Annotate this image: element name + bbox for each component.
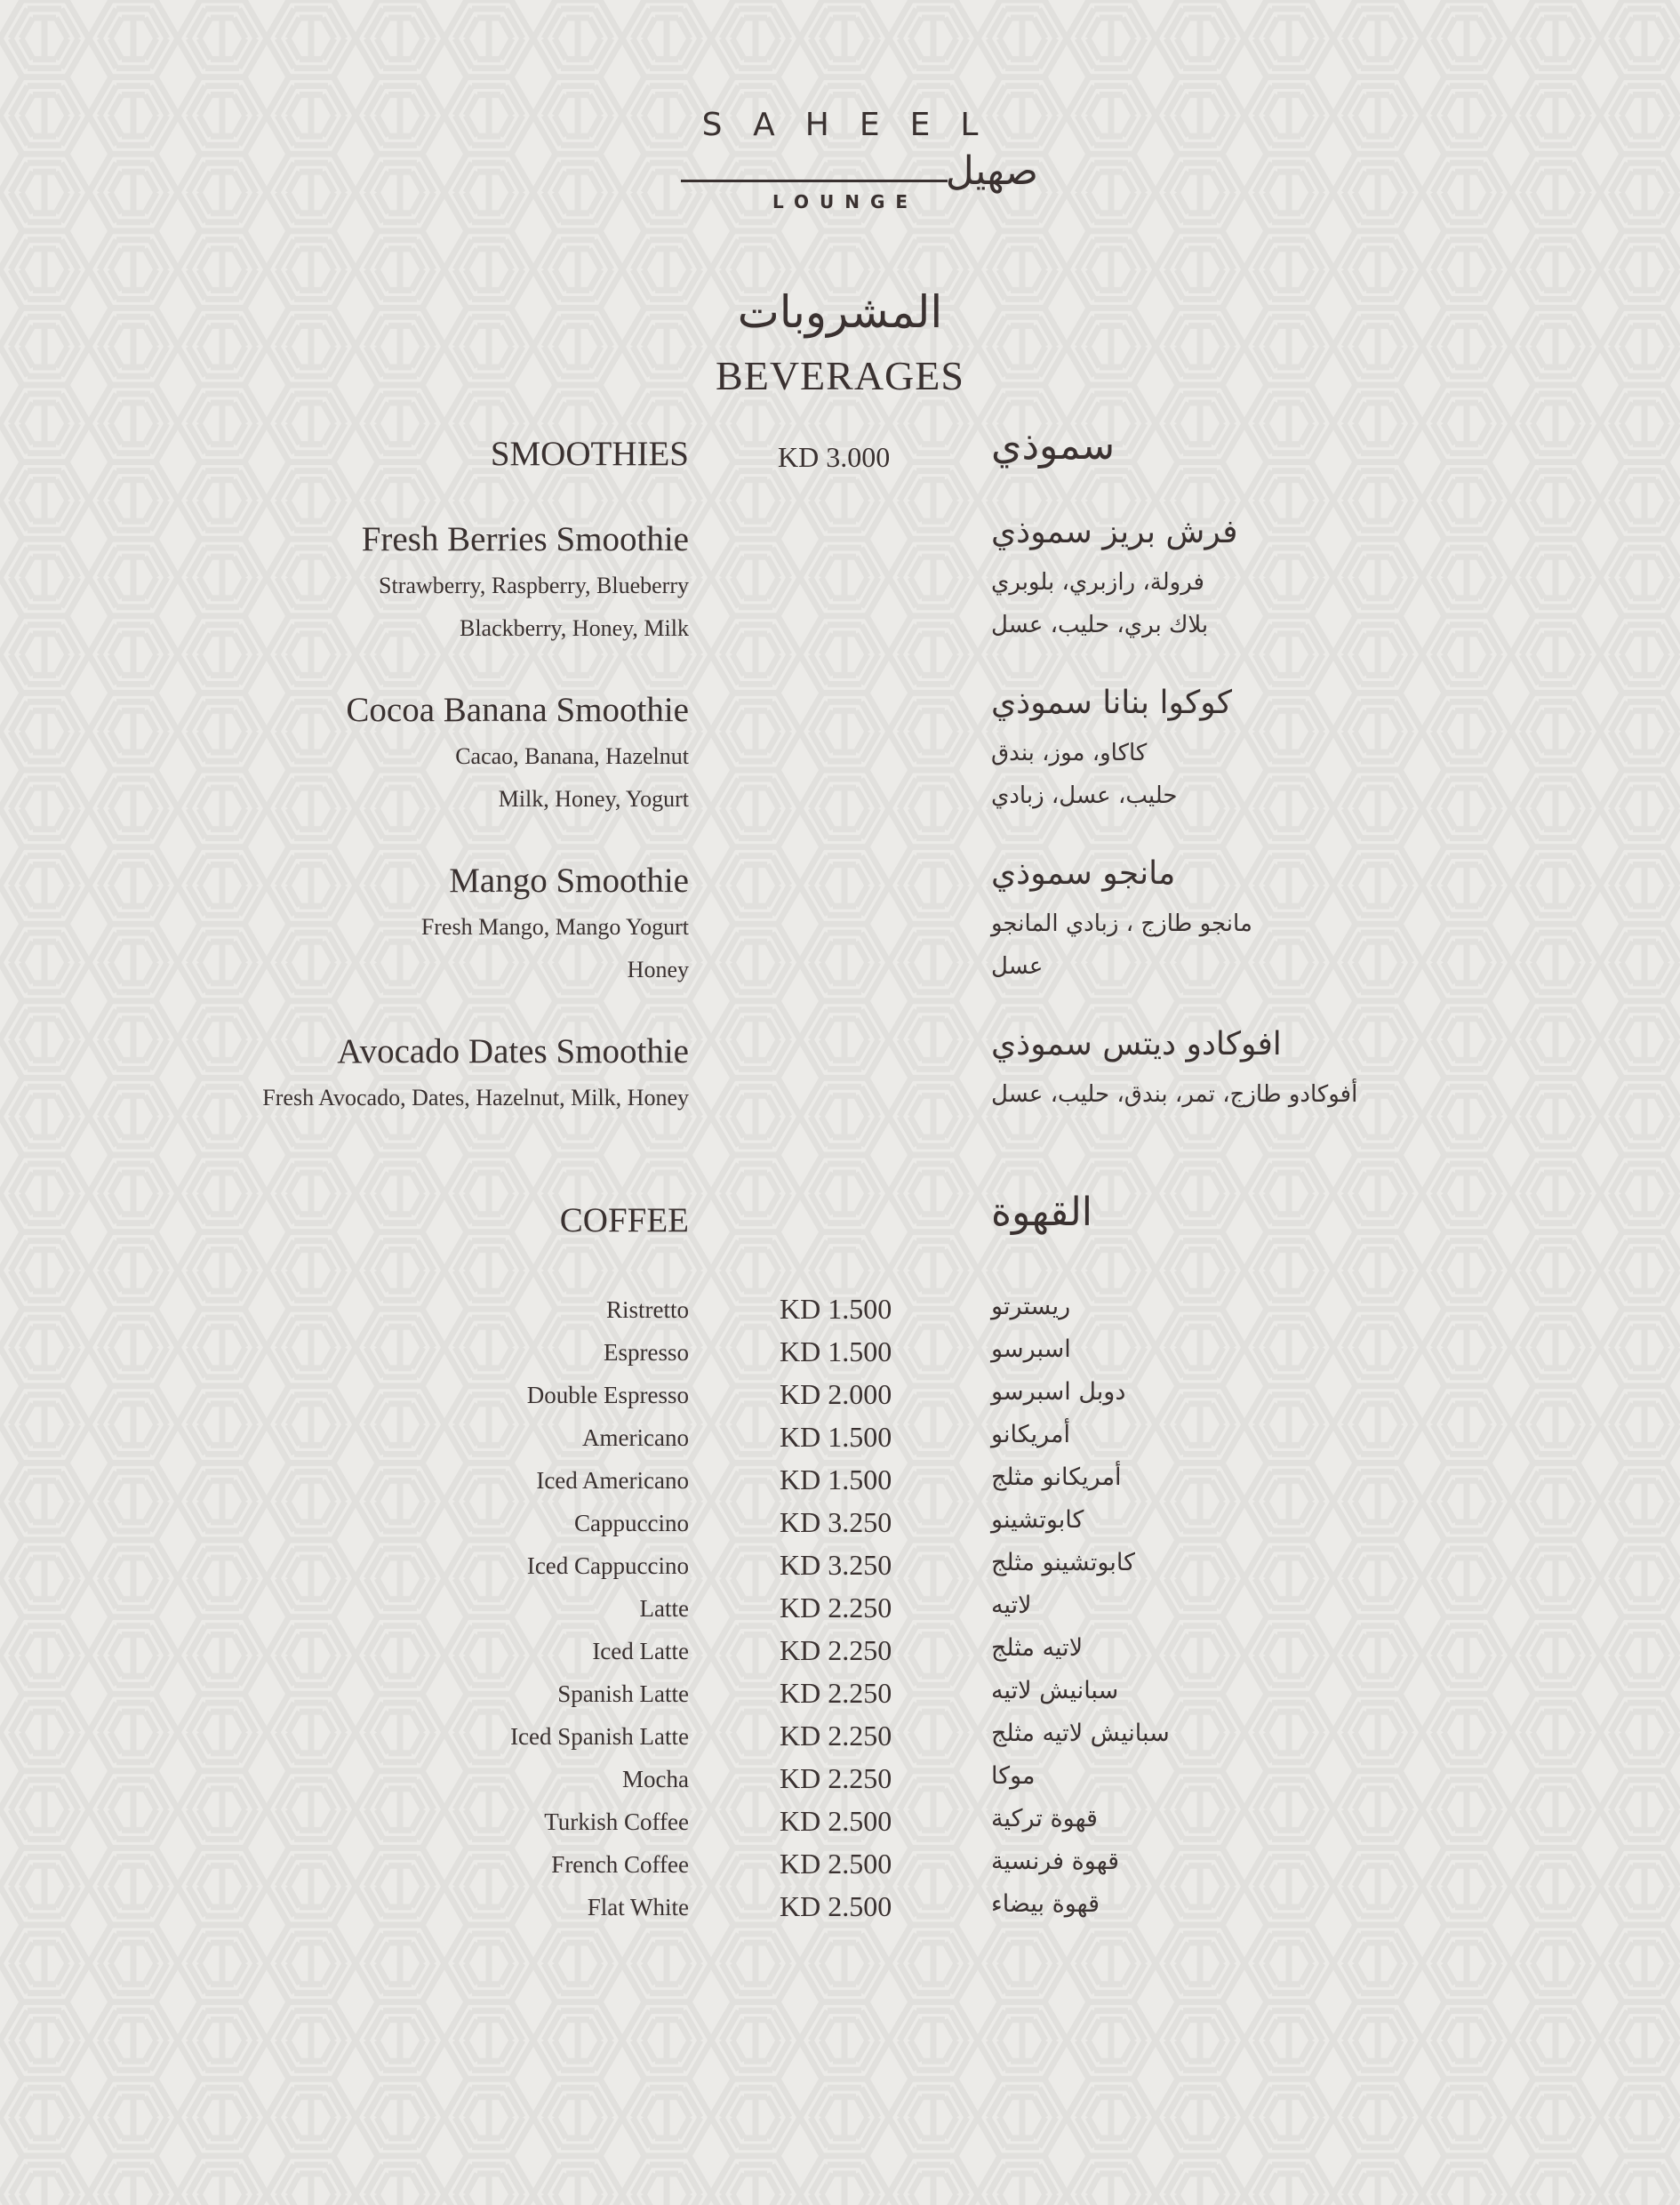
coffee-name: Spanish Latte	[557, 1680, 689, 1707]
coffee-name-arabic: موكا	[991, 1762, 1036, 1790]
coffee-name: Iced Spanish Latte	[510, 1723, 689, 1750]
coffee-price: KD 2.500	[780, 1848, 892, 1880]
smoothie-description: Blackberry, Honey, Milk	[459, 615, 689, 641]
smoothie-name: Cocoa Banana Smoothie	[346, 691, 689, 729]
coffee-name: Flat White	[587, 1894, 689, 1920]
logo-latin-text: SAHEEL	[701, 107, 1009, 143]
logo	[640, 107, 1040, 222]
coffee-price: KD 1.500	[780, 1421, 892, 1453]
smoothie-description: Fresh Avocado, Dates, Hazelnut, Milk, Honey	[262, 1085, 689, 1111]
coffee-price: KD 1.500	[780, 1335, 892, 1367]
smoothie-description: Fresh Mango, Mango Yogurt	[420, 914, 689, 940]
coffee-name-arabic: لاتيه مثلج	[991, 1634, 1084, 1662]
coffee-name-arabic: لاتيه	[991, 1592, 1032, 1619]
smoothie-description-arabic: مانجو طازج ، زبادي المانجو	[991, 910, 1252, 937]
coffee-price: KD 2.250	[780, 1762, 892, 1794]
coffee-price: KD 2.250	[780, 1720, 892, 1752]
smoothie-name-arabic: كوكوا بنانا سموذي	[991, 685, 1232, 721]
coffee-price: KD 1.500	[780, 1293, 892, 1325]
smoothies-heading-arabic: سموذي	[991, 423, 1116, 469]
smoothie-description: Strawberry, Raspberry, Blueberry	[379, 573, 689, 598]
coffee-name-arabic: قهوة تركية	[991, 1805, 1098, 1832]
coffee-price: KD 2.500	[780, 1805, 892, 1837]
coffee-name: Espresso	[604, 1339, 689, 1366]
smoothie-description: Honey	[627, 957, 689, 982]
coffee-name-arabic: أمريكانو مثلج	[991, 1463, 1122, 1491]
coffee-name: Mocha	[622, 1766, 689, 1792]
smoothie-description: Milk, Honey, Yogurt	[498, 786, 689, 812]
coffee-price: KD 1.500	[780, 1463, 892, 1495]
coffee-name-arabic: كابوتشينو	[991, 1506, 1084, 1534]
logo-subtitle: LOUNGE	[772, 191, 919, 212]
coffee-name: Ristretto	[606, 1296, 689, 1323]
coffee-name: Iced Cappuccino	[526, 1552, 689, 1579]
coffee-name-arabic: كابوتشينو مثلج	[991, 1549, 1135, 1576]
page-title: BEVERAGES	[716, 353, 964, 398]
smoothie-name-arabic: مانجو سموذي	[991, 855, 1176, 892]
coffee-name: Double Espresso	[526, 1382, 689, 1408]
smoothie-description-arabic: عسل	[991, 953, 1044, 980]
coffee-name-arabic: سبانيش لاتيه	[991, 1677, 1119, 1704]
logo-arabic-text: صهيل	[945, 148, 1038, 194]
smoothie-description-arabic: كاكاو، موز، بندق	[991, 740, 1148, 766]
coffee-price: KD 2.500	[780, 1890, 892, 1922]
smoothie-description: Cacao, Banana, Hazelnut	[455, 743, 689, 769]
coffee-name: Turkish Coffee	[544, 1808, 689, 1835]
coffee-name: Latte	[639, 1595, 689, 1622]
coffee-heading-arabic: القهوة	[991, 1190, 1092, 1235]
coffee-price: KD 2.250	[780, 1592, 892, 1624]
coffee-price: KD 2.250	[780, 1677, 892, 1709]
smoothie-description-arabic: أفوكادو طازج، تمر، بندق، حليب، عسل	[991, 1081, 1358, 1108]
page-title-arabic: المشروبات	[737, 286, 943, 338]
coffee-name: Iced Americano	[536, 1467, 689, 1494]
coffee-name-arabic: ريسترتو	[991, 1293, 1071, 1320]
smoothie-description-arabic: فرولة، رازبري، بلوبري	[991, 569, 1204, 596]
smoothie-name: Avocado Dates Smoothie	[337, 1032, 689, 1070]
smoothie-name: Mango Smoothie	[449, 862, 689, 900]
coffee-name-arabic: دوبل اسبرسو	[991, 1378, 1126, 1406]
coffee-price: KD 3.250	[780, 1506, 892, 1538]
smoothie-name-arabic: افوكادو ديتس سموذي	[991, 1026, 1282, 1062]
smoothies-heading: SMOOTHIES	[490, 435, 689, 473]
coffee-price: KD 2.000	[780, 1378, 892, 1410]
smoothie-description-arabic: بلاك بري، حليب، عسل	[991, 612, 1209, 638]
smoothie-description-arabic: حليب، عسل، زبادي	[991, 782, 1178, 809]
coffee-name-arabic: قهوة بيضاء	[991, 1890, 1100, 1918]
coffee-heading: COFFEE	[559, 1201, 689, 1239]
smoothies-price: KD 3.000	[778, 441, 891, 473]
coffee-name: French Coffee	[551, 1851, 689, 1878]
coffee-name: Americano	[582, 1424, 689, 1451]
coffee-name-arabic: سبانيش لاتيه مثلج	[991, 1720, 1170, 1747]
coffee-name-arabic: قهوة فرنسية	[991, 1848, 1120, 1875]
smoothie-name-arabic: فرش بريز سموذي	[991, 514, 1238, 550]
coffee-name: Cappuccino	[574, 1510, 689, 1536]
coffee-name-arabic: أمريكانو	[991, 1421, 1070, 1448]
coffee-name: Iced Latte	[592, 1638, 689, 1664]
coffee-price: KD 3.250	[780, 1549, 892, 1581]
smoothie-name: Fresh Berries Smoothie	[361, 520, 689, 558]
coffee-name-arabic: اسبرسو	[991, 1335, 1071, 1363]
coffee-price: KD 2.250	[780, 1634, 892, 1666]
